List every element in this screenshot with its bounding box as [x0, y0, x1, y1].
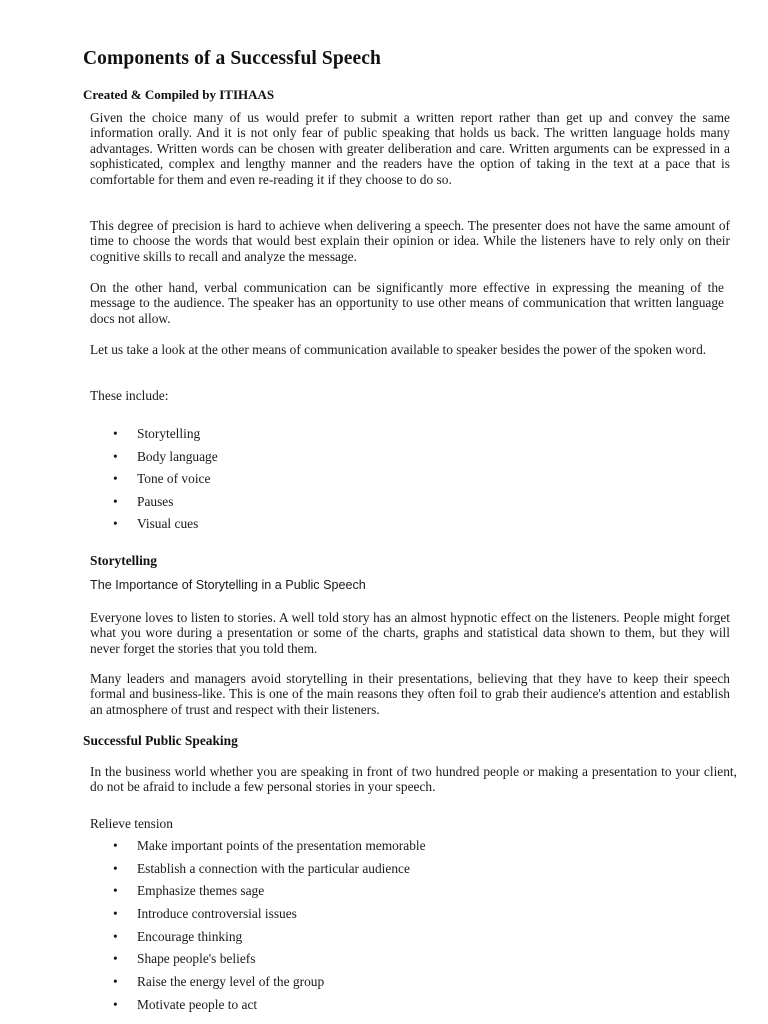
list-item	[113, 974, 426, 997]
list-item	[113, 997, 426, 1020]
list-item-label: Tone of voice	[137, 471, 211, 486]
list-item	[113, 471, 218, 494]
list-item	[113, 516, 218, 539]
storytelling-paragraph-2: Many leaders and managers avoid storytelling in their presentations, believing that they have to keep their speech formal and business-like. This is one of the main reasons they often foil to grab their audience's attention and establish an atmosphere of trust and respect with their listeners.	[90, 671, 730, 717]
list-item-label: Body language	[137, 448, 218, 464]
list-item-label: Introduce controversial issues	[137, 906, 297, 922]
bullet-icon: •	[113, 996, 118, 1012]
bullet-icon: •	[113, 928, 118, 944]
intro-paragraph-1: Given the choice many of us would prefer to submit a written report rather than get up and convey the same information orally. And it is not only fear of public speaking that holds us back. The written language holds many advantages. Written words can be chosen with greater deliberation and care. Written arguments can be expressed in a sophisticated, complex and lengthy manner and the readers have the option of taking in the text at a pace that is comfortable for them and even re-reading it if they choose to do so.	[90, 110, 730, 187]
list-item	[113, 426, 218, 449]
bullet-icon: •	[113, 493, 118, 509]
bullet-icon: •	[113, 471, 118, 486]
intro-paragraph-2: This degree of precision is hard to achieve when delivering a speech. The presenter does not have the same amount of time to choose the words that would best explain their opinion or idea. While the listeners have to rely only on their cognitive skills to recall and analyze the message.	[90, 218, 730, 264]
bullet-icon: •	[113, 974, 118, 990]
list-item-label: Storytelling	[137, 426, 201, 441]
list-item-label: Emphasize themes sage	[137, 883, 265, 899]
intro-paragraph-4: Let us take a look at the other means of communication available to speaker besides the power of the spoken word.	[90, 342, 707, 357]
public-speaking-heading: Successful Public Speaking	[83, 733, 238, 748]
storytelling-paragraph-1: Everyone loves to listen to stories. A well told story has an almost hypnotic effect on the listeners. People might forget what you wore during a presentation or some of the charts, graphs and statistical data shown to them, but they will never forget the stories that you told them.	[90, 610, 730, 656]
list-item-label: Shape people's beliefs	[137, 951, 256, 967]
list-item-label: Establish a connection with the particular audience	[137, 860, 410, 876]
relieve-tension-item: Relieve tension	[90, 816, 173, 831]
storytelling-heading: Storytelling	[90, 553, 157, 568]
list-item	[113, 861, 426, 884]
byline: Created & Compiled by ITIHAAS	[83, 87, 275, 102]
public-speaking-paragraph: In the business world whether you are speaking in front of two hundred people or making a presentation to your client, do not be afraid to include a few personal stories in your speech.	[90, 764, 737, 795]
list-item	[113, 929, 426, 952]
storytelling-subheading: The Importance of Storytelling in a Public Speech	[90, 578, 366, 592]
list-item	[113, 906, 426, 929]
bullet-icon: •	[113, 906, 118, 922]
bullet-icon: •	[113, 860, 118, 876]
list-item	[113, 449, 218, 472]
list-item-label: Visual cues	[137, 516, 199, 531]
bullet-icon: •	[113, 426, 118, 441]
list-item	[113, 838, 426, 861]
list-item	[113, 494, 218, 517]
list-item-label: Motivate people to act	[137, 996, 258, 1012]
bullet-icon: •	[113, 838, 118, 853]
list-item	[113, 883, 426, 906]
these-include-label: These include:	[90, 388, 169, 403]
bullet-icon: •	[113, 516, 118, 531]
page-title: Components of a Successful Speech	[83, 48, 381, 69]
list-item	[113, 951, 426, 974]
means-list	[113, 426, 218, 539]
benefits-list	[113, 838, 426, 1020]
bullet-icon: •	[113, 951, 118, 967]
list-item-label: Make important points of the presentation memorable	[137, 838, 426, 853]
bullet-icon: •	[113, 883, 118, 899]
list-item-label: Raise the energy level of the group	[137, 974, 325, 990]
list-item-label: Encourage thinking	[137, 928, 243, 944]
intro-paragraph-3: On the other hand, verbal communication can be significantly more effective in expressing the meaning of the message to the audience. The speaker has an opportunity to use other means of communication that written language docs not allow.	[90, 280, 724, 326]
list-item-label: Pauses	[137, 493, 174, 509]
bullet-icon: •	[113, 448, 118, 464]
